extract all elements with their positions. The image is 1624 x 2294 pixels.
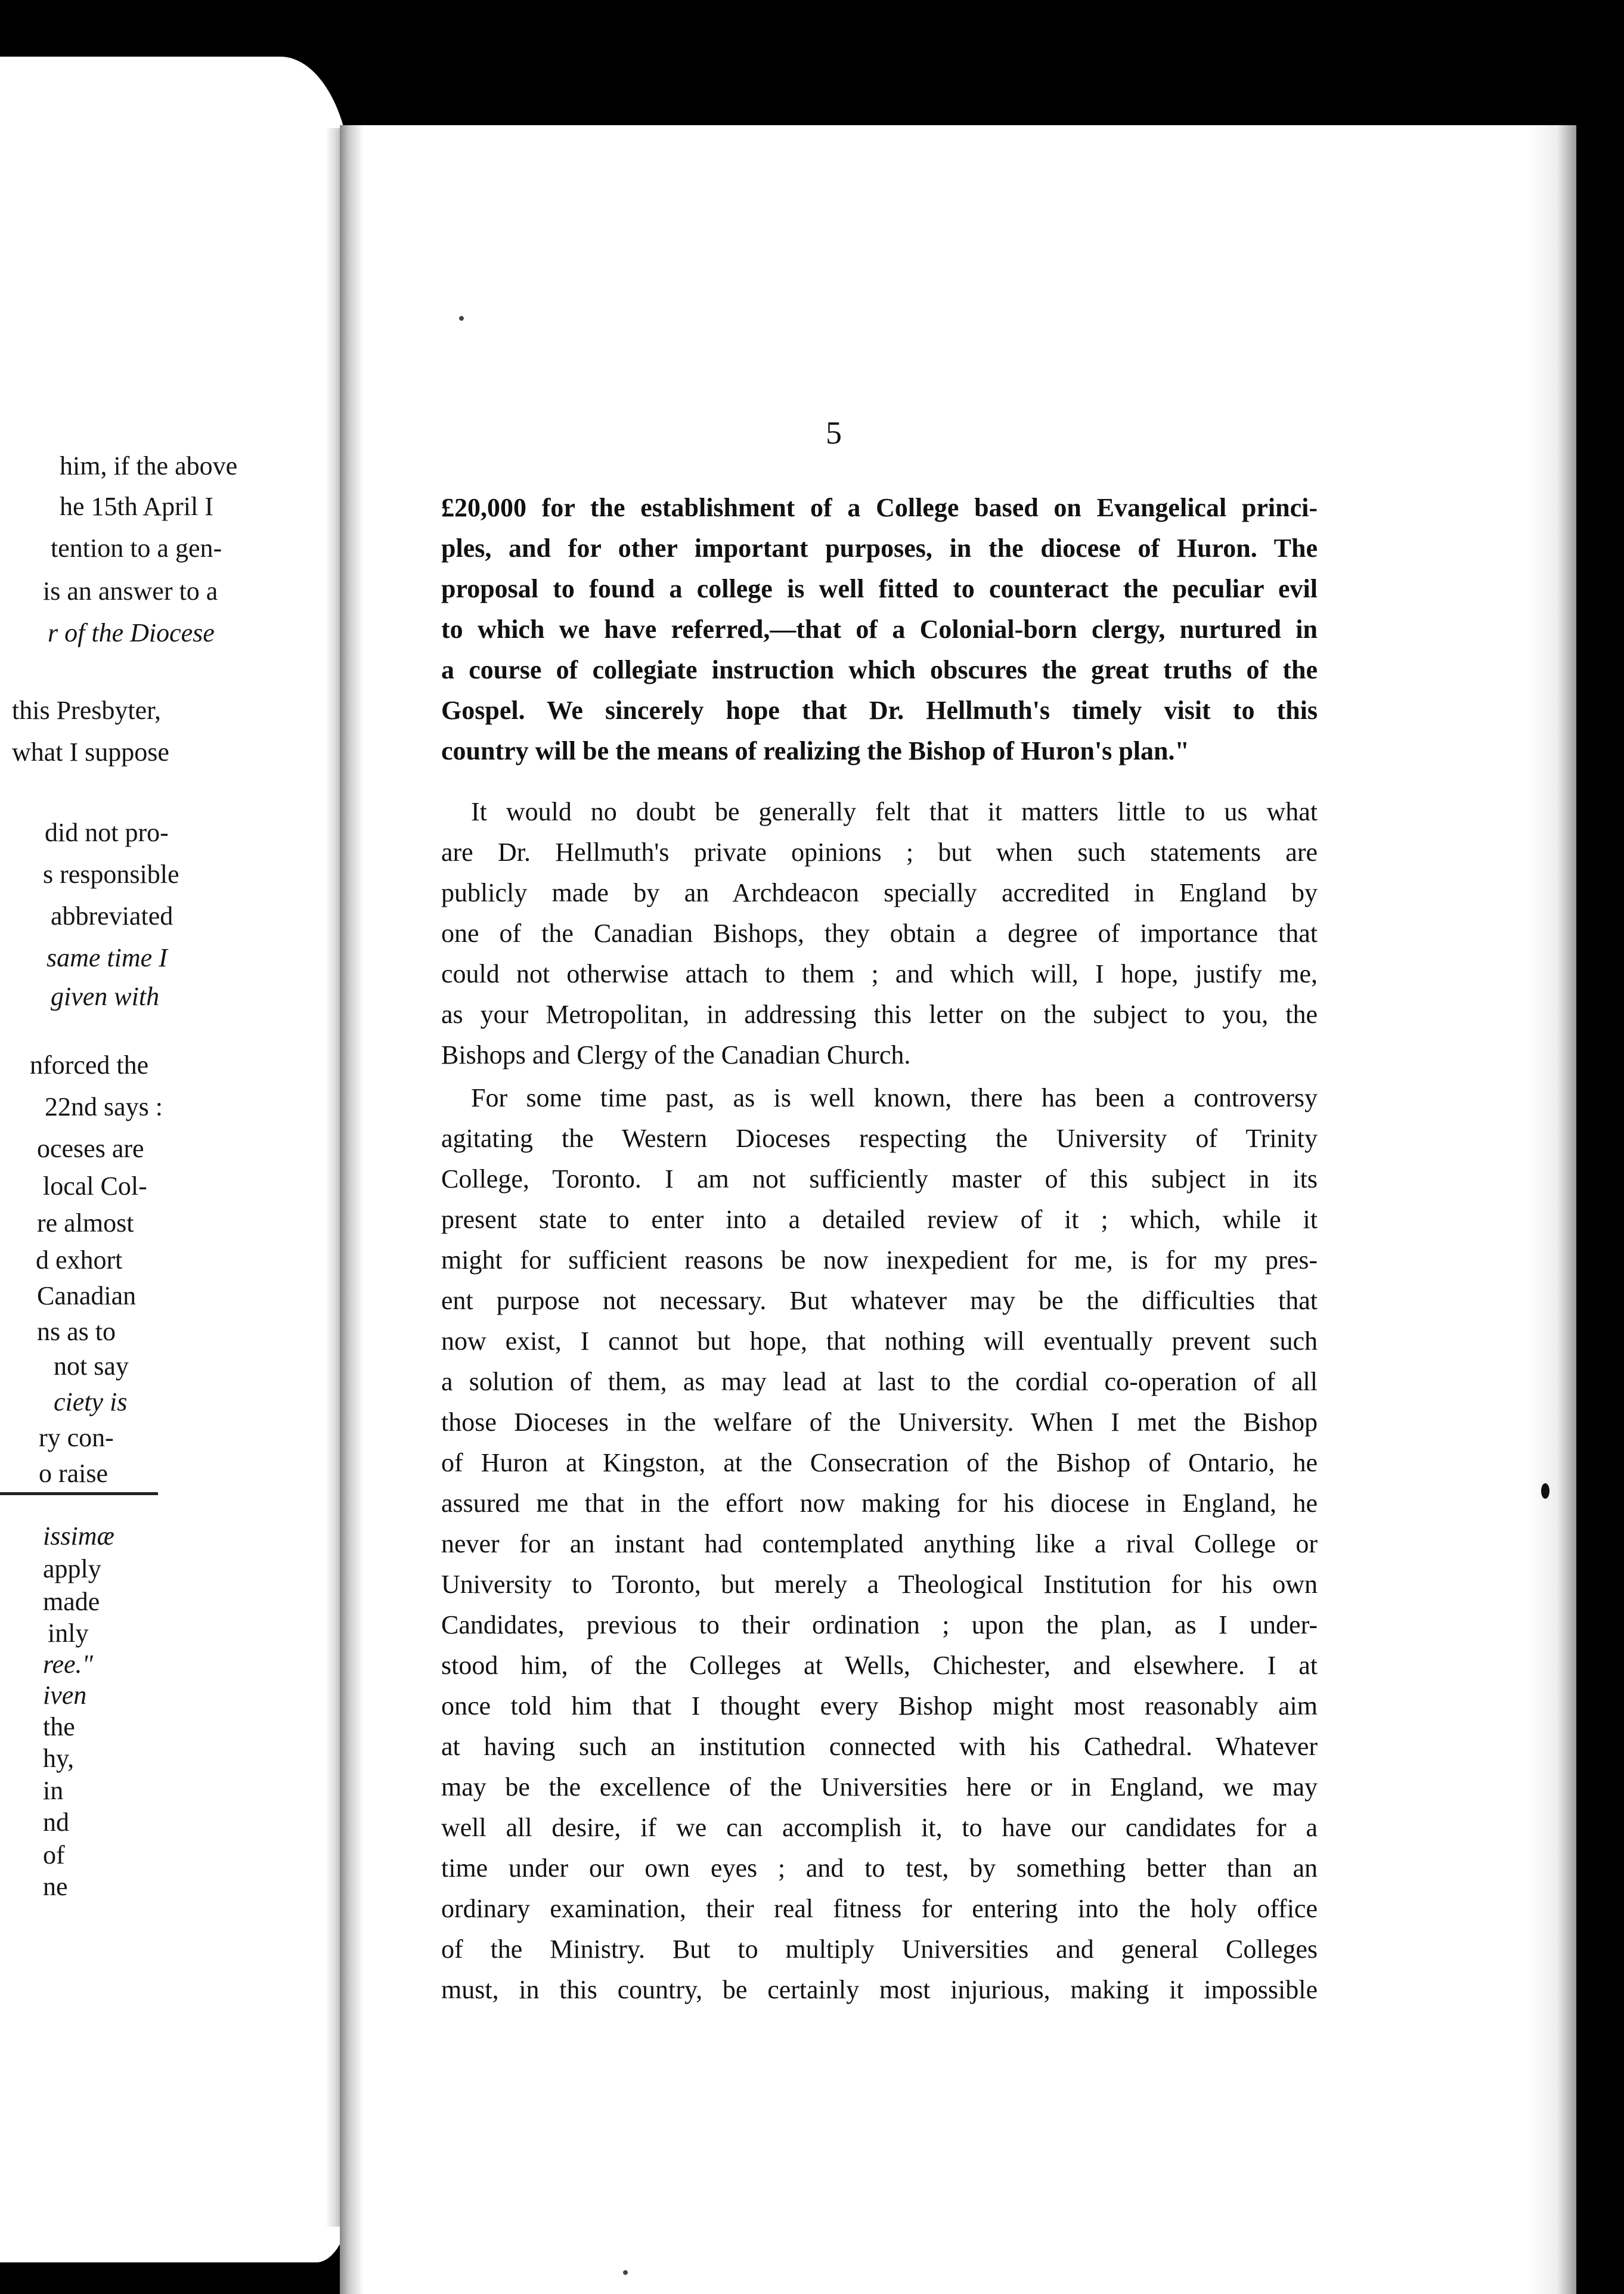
text-line: University to Toronto, but merely a Theological Institution for his own [441,1570,1318,1599]
text-line: ordinary examination, their real fitness for entering into the holy office [441,1894,1318,1923]
footnote-rule [0,1492,158,1495]
left-page-line: ree." [43,1650,94,1679]
text-line: publicly made by an Archdeacon specially accredited in England by [441,878,1318,907]
text-line: are Dr. Hellmuth's private opinions ; but when such statements are [441,838,1318,867]
left-page-line: apply [43,1554,101,1583]
left-page-line: s responsible [43,860,179,889]
left-page-line: d exhort [36,1245,123,1275]
left-page-line: this Presbyter, [12,696,161,725]
left-page-line: issimæ [43,1521,114,1551]
text-line: present state to enter into a detailed review of it ; which, while it [441,1205,1318,1234]
page-edge [1529,125,1576,2294]
text-line: of Huron at Kingston, at the Consecration of the Bishop of Ontario, he [441,1448,1318,1477]
text-line: could not otherwise attach to them ; and which will, I hope, justify me, [441,959,1318,988]
text-line: as your Metropolitan, in addressing this letter on the subject to you, the [441,1000,1318,1029]
text-line: ples, and for other important purposes, in the diocese of Huron. The [441,534,1318,563]
left-page-line: nd [43,1808,69,1837]
text-line: once told him that I thought every Bishop might most reasonably aim [441,1691,1318,1720]
text-line: might for sufficient reasons be now inexpedient for me, is for my pres- [441,1245,1318,1275]
text-line: must, in this country, be certainly most injurious, making it impossible [441,1975,1318,2004]
left-page-line: ne [43,1872,68,1901]
speck [623,2270,628,2275]
text-line: a course of collegiate instruction which obscures the great truths of the [441,655,1318,684]
left-page-line: of [43,1840,65,1870]
text-line: stood him, of the Colleges at Wells, Chichester, and elsewhere. I at [441,1651,1318,1680]
text-line: assured me that in the effort now making for his diocese in England, he [441,1489,1318,1518]
text-line: now exist, I cannot but hope, that nothing will eventually prevent such [441,1326,1318,1356]
left-page-line: in [43,1776,64,1805]
left-page-line: nforced the [30,1050,149,1080]
text-line: agitating the Western Dioceses respecting the University of Trinity [441,1124,1318,1153]
left-page-line: tention to a gen- [51,534,222,563]
left-page-line: inly [48,1619,89,1648]
left-page-line: Canadian [37,1281,137,1310]
speck [1541,1483,1549,1499]
left-page-line: r of the Diocese [48,618,215,647]
text-line: proposal to found a college is well fitted to counteract the peculiar evil [441,574,1318,603]
text-line: Candidates, previous to their ordination ; upon the plan, as I under- [441,1610,1318,1639]
left-page-line: what I suppose [12,737,169,767]
left-page-line: re almost [37,1208,134,1238]
text-line: never for an instant had contemplated anything like a rival College or [441,1529,1318,1558]
left-page-line: local Col- [43,1171,147,1201]
text-line: at having such an institution connected with his Cathedral. Whatever [441,1732,1318,1761]
text-line: one of the Canadian Bishops, they obtain a degree of importance that [441,919,1318,948]
text-line: Bishops and Clergy of the Canadian Church. [441,1040,911,1070]
left-page-line: ry con- [39,1423,114,1452]
text-line: Gospel. We sincerely hope that Dr. Hellmuth's timely visit to this [441,696,1318,725]
text-line: For some time past, as is well known, there has been a controversy [471,1083,1318,1112]
left-page-line: ns as to [37,1317,116,1346]
left-page-line: hy, [43,1744,75,1773]
left-page-line: oceses are [37,1134,144,1163]
page-number: 5 [826,415,842,451]
text-line: College, Toronto. I am not sufficiently master of this subject in its [441,1164,1318,1194]
inner-shadow [340,125,364,2294]
left-page-line: 22nd says : [45,1092,163,1121]
left-page-line: the [43,1712,75,1741]
left-page-line: abbreviated [51,901,173,931]
left-page-line: not say [54,1351,129,1381]
text-line: a solution of them, as may lead at last to the cordial co-operation of all [441,1367,1318,1396]
left-page-line: is an answer to a [43,576,218,606]
left-page-line: made [43,1587,100,1616]
text-line: well all desire, if we can accomplish it, to have our candidates for a [441,1813,1318,1842]
text-line: may be the excellence of the Universities here or in England, we may [441,1772,1318,1802]
left-page [0,57,352,2262]
left-page-line: same time I [47,943,168,972]
text-line: to which we have referred,—that of a Colonial-born clergy, nurtured in [441,615,1318,644]
left-page-line: iven [43,1681,87,1710]
text-line: It would no doubt be generally felt that it matters little to us what [471,797,1318,826]
text-line: ent purpose not necessary. But whatever may be the difficulties that [441,1286,1318,1315]
left-page-line: o raise [39,1459,109,1488]
left-page-line: ciety is [54,1387,128,1416]
text-line: time under our own eyes ; and to test, by something better than an [441,1853,1318,1883]
left-page-line: did not pro- [45,818,169,847]
left-page-line: he 15th April I [60,492,213,521]
left-page-line: given with [51,982,160,1011]
text-line: those Dioceses in the welfare of the University. When I met the Bishop [441,1408,1318,1437]
left-page-line: him, if the above [60,451,238,480]
text-line: of the Ministry. But to multiply Universities and general Colleges [441,1935,1318,1964]
text-line: £20,000 for the establishment of a College based on Evangelical princi- [441,493,1318,522]
speck [459,316,464,321]
text-line: country will be the means of realizing the Bishop of Huron's plan." [441,736,1189,765]
